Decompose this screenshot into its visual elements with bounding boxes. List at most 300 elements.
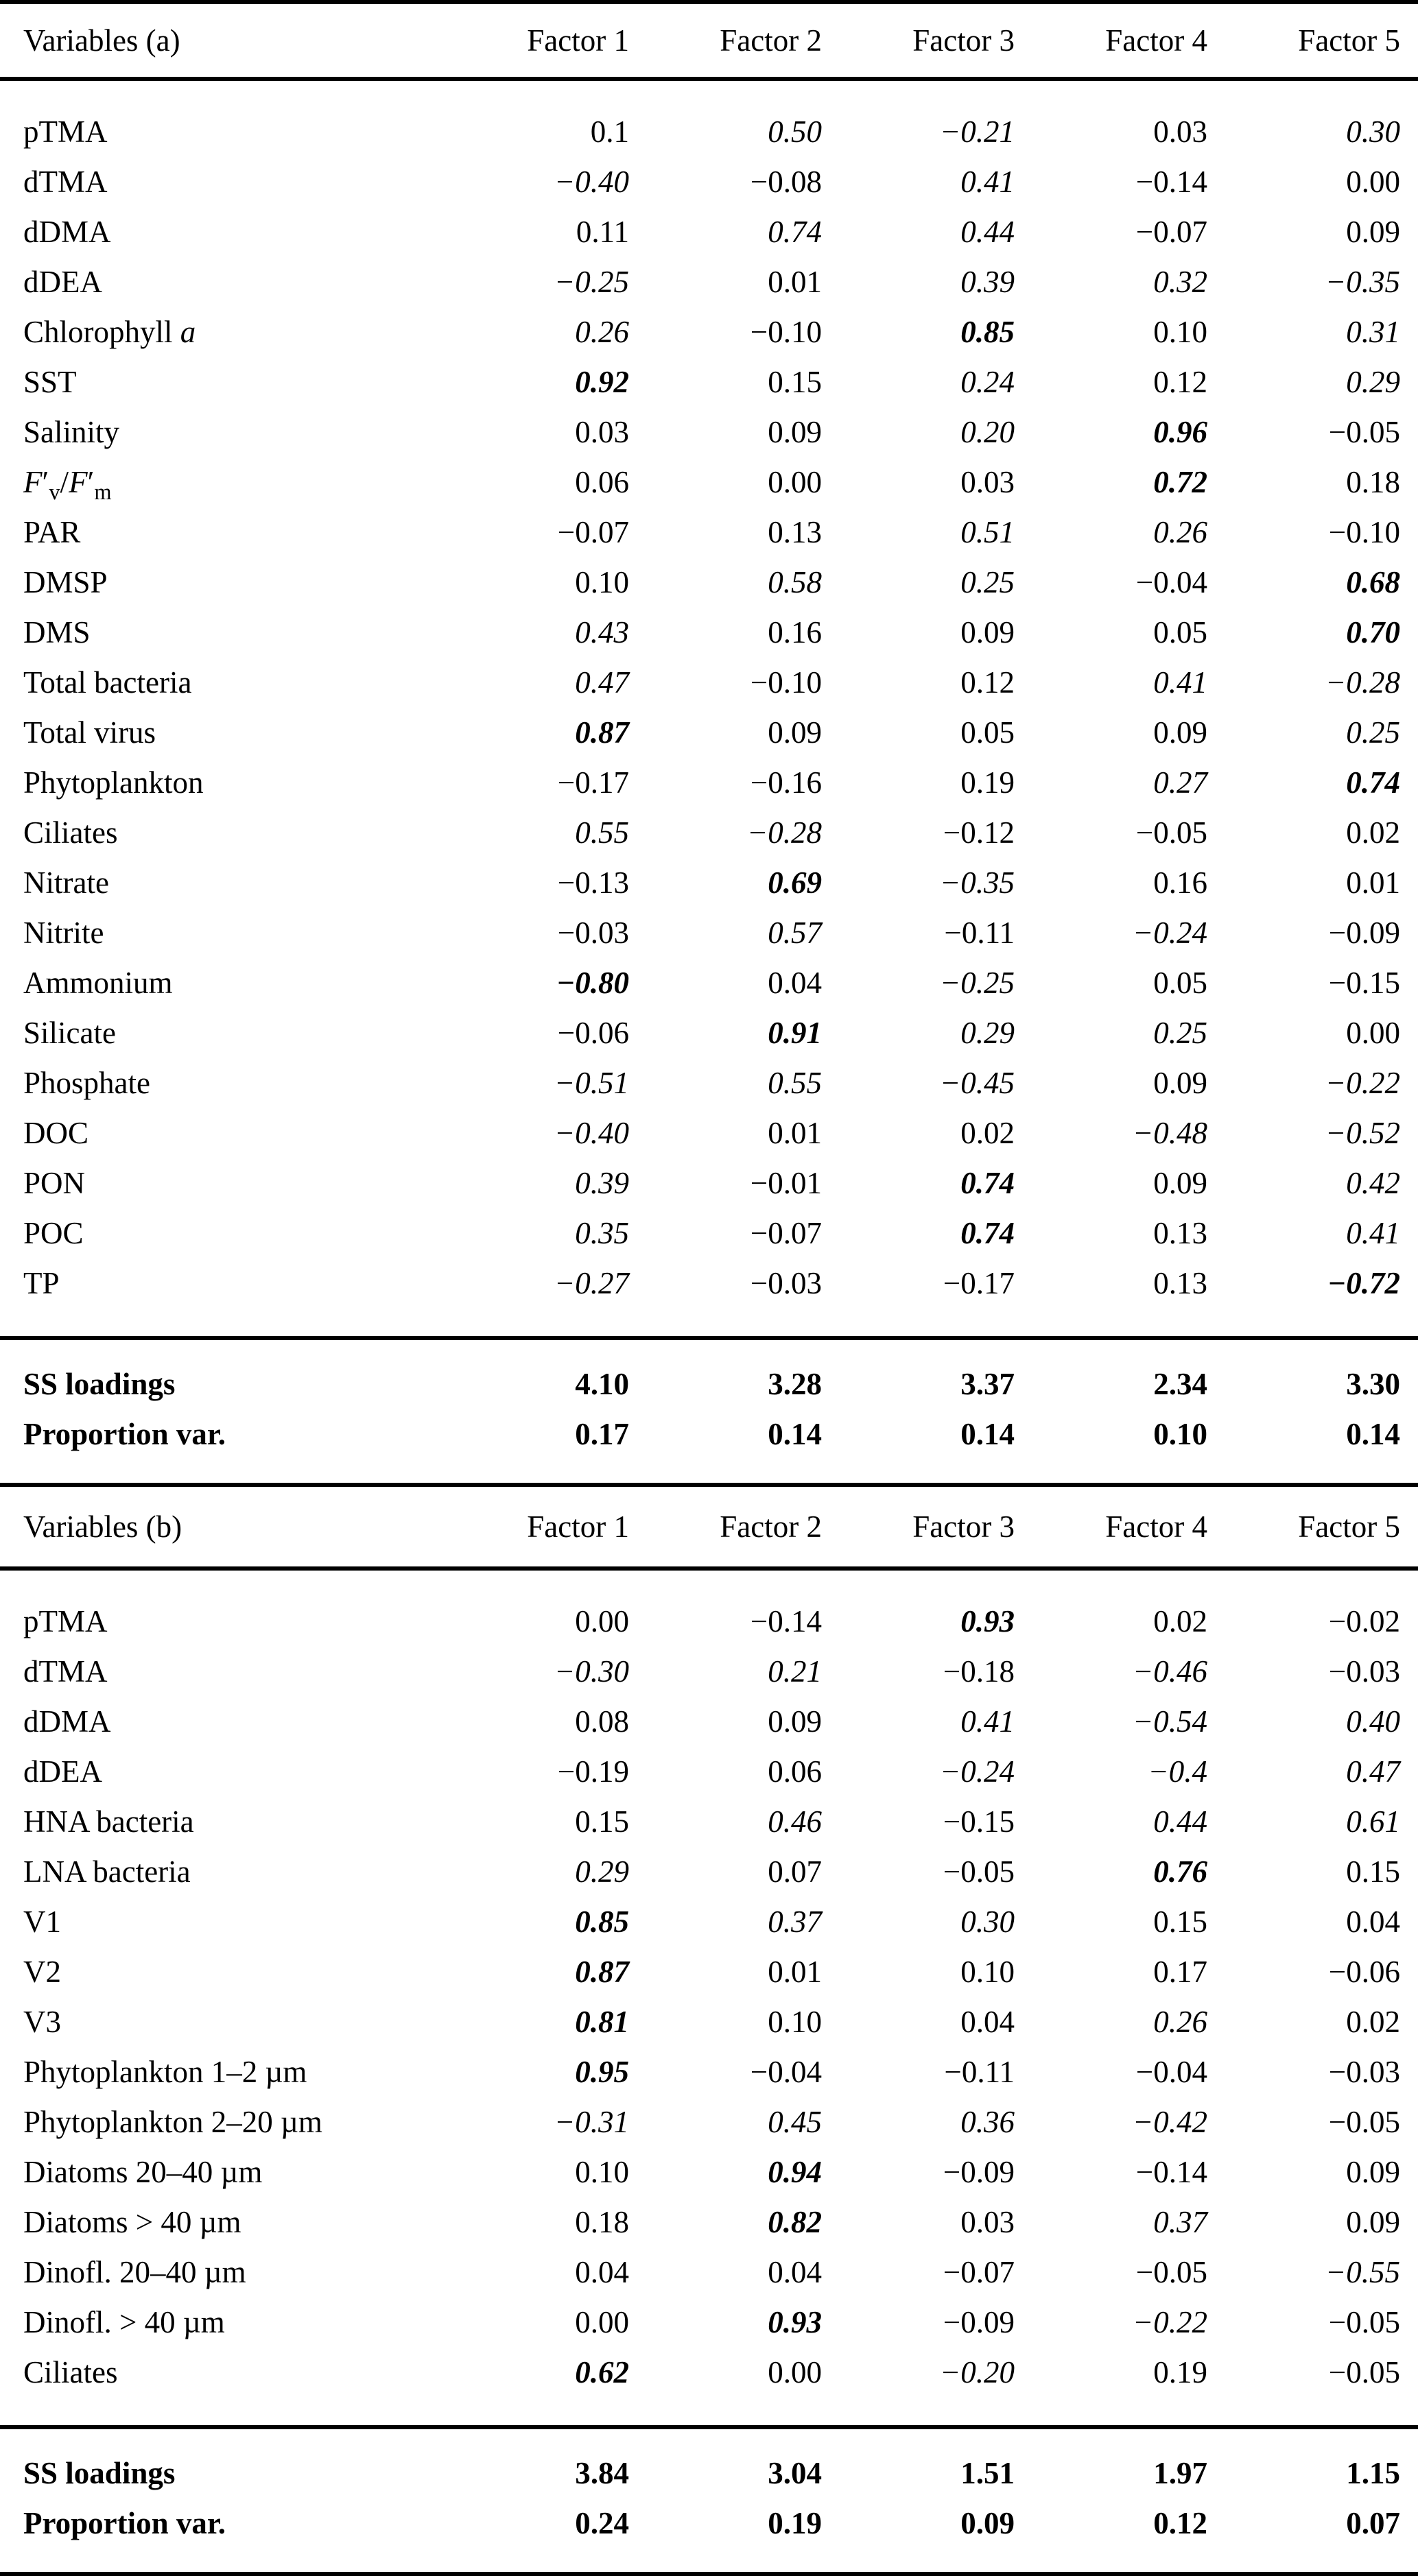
loading-value: −0.22 [1132,2304,1207,2339]
table-row [0,457,1418,507]
loading-value: −0.55 [1325,2254,1400,2289]
table-row [0,907,1418,957]
loading-value: −0.28 [1325,665,1400,700]
table-row [0,79,1418,156]
summary-value: 3.04 [768,2455,822,2490]
loading-value: −0.12 [943,815,1015,850]
loading-value: 0.74 [1346,765,1400,800]
loading-value: 0.93 [960,1603,1015,1638]
loading-value: −0.03 [557,915,629,950]
loading-value: −0.09 [1328,915,1400,950]
variable-label: TP [23,1265,60,1300]
variable-label: DMSP [23,564,108,599]
loading-value: 0.70 [1346,615,1400,649]
loading-value: 0.85 [575,1904,629,1939]
summary-value: 4.10 [575,1366,629,1401]
loading-value: −0.46 [1132,1654,1207,1689]
loading-value: 0.25 [1153,1015,1207,1050]
variable-label: $F'_v/F'_m$ [23,464,112,505]
loading-value: 0.57 [768,915,822,950]
loading-value: 0.31 [1346,314,1400,349]
loading-value: −0.18 [943,1654,1015,1689]
loading-value: 0.19 [960,765,1015,800]
summary-value: 0.09 [960,2505,1015,2540]
loading-value: −0.05 [1135,815,1207,850]
table-row [0,1996,1418,2047]
variable-label: Total virus [23,715,156,750]
table-row [0,1158,1418,1208]
table-row [0,1646,1418,1696]
loading-value: −0.03 [750,1265,822,1300]
loading-value: −0.25 [554,264,629,299]
loading-value: 0.00 [1346,1015,1400,1050]
loading-value: −0.04 [1135,564,1207,599]
loading-value: 0.92 [575,364,629,399]
variable-label: DOC [23,1115,89,1150]
summary-label: SS loadings [23,1366,176,1401]
loading-value: −0.05 [1135,2254,1207,2289]
loading-value: 0.00 [768,2354,822,2389]
variable-label: Ammonium [23,965,173,1000]
variable-label: HNA bacteria [23,1804,194,1839]
table-row [0,957,1418,1007]
loading-value: −0.45 [939,1065,1015,1100]
loading-value: 0.45 [768,2104,822,2139]
loading-value: 0.15 [1346,1854,1400,1889]
loading-value: 0.00 [768,464,822,499]
table-row [0,407,1418,457]
loading-value: 0.12 [960,665,1015,700]
loading-value: 0.32 [1153,264,1207,299]
loading-value: 0.06 [575,464,629,499]
loading-value: −0.10 [750,665,822,700]
summary-label: Proportion var. [23,1416,226,1451]
factor-column-header: Factor 3 [912,23,1015,58]
loading-value: −0.31 [554,2104,629,2139]
variable-label: pTMA [23,1603,108,1638]
loading-value: 0.62 [575,2354,629,2389]
loading-value: −0.09 [943,2154,1015,2189]
loading-value: 0.27 [1153,765,1207,800]
variable-label: Phosphate [23,1065,150,1100]
loading-value: 0.47 [1346,1754,1400,1789]
table-row [0,757,1418,807]
loading-value: 0.09 [1346,2154,1400,2189]
summary-value: 3.84 [575,2455,629,2490]
variable-label: pTMA [23,114,108,149]
variable-label: Phytoplankton [23,765,204,800]
summary-row [0,2427,1418,2498]
factor-column-header: Factor 3 [912,1510,1015,1544]
loading-value: 0.09 [768,715,822,750]
loading-value: 0.58 [768,564,822,599]
loading-value: 0.30 [960,1904,1015,1939]
loading-value: 0.09 [1153,715,1207,750]
loading-value: 0.51 [960,514,1015,549]
summary-rows [0,2427,1418,2574]
loading-value: 0.02 [960,1115,1015,1150]
summary-value: 3.28 [768,1366,822,1401]
summary-row [0,1409,1418,1485]
table-row [0,507,1418,557]
variable-label: Chlorophyll a [23,314,196,349]
loading-value: 0.21 [768,1654,822,1689]
loading-value: 0.09 [768,1704,822,1739]
variable-label: Total bacteria [23,665,192,700]
summary-label: Proportion var. [23,2505,226,2540]
variable-label: Nitrate [23,865,109,900]
header-row [0,2,1418,79]
summary-value: 0.14 [1346,1416,1400,1451]
variable-label: dDEA [23,1754,102,1789]
loading-value: 0.03 [960,2204,1015,2239]
loading-value: 0.50 [768,114,822,149]
variable-label: V3 [23,2004,61,2039]
loading-value: 0.16 [1153,865,1207,900]
loading-value: 0.55 [575,815,629,850]
summary-value: 0.07 [1346,2505,1400,2540]
factor-column-header: Factor 2 [720,23,822,58]
variable-rows [0,1569,1418,2427]
loading-value: 0.02 [1153,1603,1207,1638]
factor-column-header: Factor 5 [1298,23,1400,58]
loading-value: 0.55 [768,1065,822,1100]
loading-value: 0.13 [1153,1265,1207,1300]
factor-column-header: Factor 1 [527,1510,629,1544]
variable-label: Ciliates [23,815,118,850]
loading-value: 0.20 [960,414,1015,449]
loading-value: −0.4 [1148,1754,1207,1789]
loading-value: −0.05 [1328,2354,1400,2389]
loading-value: 0.30 [1346,114,1400,149]
loading-value: −0.40 [554,164,629,199]
table-row [0,807,1418,857]
variable-label: Salinity [23,414,120,449]
loading-value: 0.02 [1346,815,1400,850]
loading-value: −0.21 [939,114,1015,149]
header-row [0,1487,1418,1569]
loading-value: −0.05 [1328,414,1400,449]
loading-value: 0.13 [768,514,822,549]
loading-value: 0.10 [960,1954,1015,1989]
loading-value: −0.25 [939,965,1015,1000]
variable-label: LNA bacteria [23,1854,191,1889]
loading-value: 0.85 [960,314,1015,349]
table-row [0,357,1418,407]
summary-value: 0.17 [575,1416,629,1451]
loading-value: 0.41 [1153,665,1207,700]
loading-value: 0.39 [960,264,1015,299]
loading-value: 0.09 [1153,1165,1207,1200]
table-row [0,1896,1418,1946]
variable-label: Nitrite [23,915,104,950]
table-row [0,2047,1418,2097]
table-row [0,206,1418,257]
loading-value: −0.14 [1135,2154,1207,2189]
loading-value: 0.07 [768,1854,822,1889]
loading-value: 0.93 [768,2304,822,2339]
table-row [0,1846,1418,1896]
factor-column-header: Factor 1 [527,23,629,58]
loading-value: 0.00 [575,2304,629,2339]
variable-label: PON [23,1165,86,1200]
loading-value: 0.47 [575,665,629,700]
loading-value: −0.11 [944,915,1015,950]
loading-value: 0.82 [768,2204,822,2239]
variable-label: Diatoms > 40 µm [23,2204,241,2239]
loading-value: 0.03 [575,414,629,449]
loading-value: −0.03 [1328,2054,1400,2089]
table-title: Variables (a) [23,23,180,58]
loading-value: 0.29 [960,1015,1015,1050]
summary-row [0,1338,1418,1409]
loading-value: 0.37 [768,1904,822,1939]
loading-value: 0.09 [960,615,1015,649]
loading-value: −0.52 [1325,1115,1400,1150]
loading-value: 0.29 [1346,364,1400,399]
loading-value: 0.95 [575,2054,629,2089]
loading-value: 0.05 [1153,965,1207,1000]
loading-value: 0.03 [960,464,1015,499]
loading-value: −0.04 [1135,2054,1207,2089]
loading-value: 0.61 [1346,1804,1400,1839]
loading-value: −0.28 [746,815,822,850]
loading-value: −0.05 [943,1854,1015,1889]
loading-value: 0.17 [1153,1954,1207,1989]
summary-value: 0.24 [575,2505,629,2540]
loading-value: 0.87 [575,1954,629,1989]
loading-value: 0.26 [575,314,629,349]
loading-value: 0.19 [1153,2354,1207,2389]
loading-value: 0.35 [575,1215,629,1250]
loading-value: −0.22 [1325,1065,1400,1100]
summary-value: 1.15 [1346,2455,1400,2490]
table-row [0,257,1418,307]
loading-value: −0.17 [557,765,629,800]
loading-value: −0.16 [750,765,822,800]
loading-value: 0.29 [575,1854,629,1889]
loading-value: −0.01 [750,1165,822,1200]
table-row [0,2197,1418,2247]
variable-label: Dinofl. > 40 µm [23,2304,225,2339]
loading-value: −0.07 [1135,214,1207,249]
table-row [0,1696,1418,1746]
loading-value: 0.13 [1153,1215,1207,1250]
loading-value: −0.05 [1328,2304,1400,2339]
variable-label: PAR [23,514,81,549]
loading-value: 0.04 [575,2254,629,2289]
table-row [0,857,1418,907]
table-row [0,156,1418,206]
table-row [0,1058,1418,1108]
loading-value: −0.20 [939,2354,1015,2389]
loading-value: 0.41 [1346,1215,1400,1250]
loading-value: 0.03 [1153,114,1207,149]
loading-value: 0.69 [768,865,822,900]
loading-value: 0.46 [768,1804,822,1839]
loading-value: 0.12 [1153,364,1207,399]
variable-label: Dinofl. 20–40 µm [23,2254,246,2289]
variable-label: dTMA [23,164,108,199]
loading-value: 0.41 [960,164,1015,199]
table-row [0,1746,1418,1796]
loading-value: 0.00 [575,1603,629,1638]
table-row [0,2097,1418,2147]
table-row [0,2297,1418,2347]
table-row [0,1569,1418,1646]
loading-value: 0.44 [960,214,1015,249]
loading-value: 0.04 [1346,1904,1400,1939]
variable-label: Phytoplankton 1–2 µm [23,2054,307,2089]
loading-value: 0.68 [1346,564,1400,599]
loading-value: −0.27 [554,1265,629,1300]
loading-value: 0.15 [768,364,822,399]
variable-label: dDMA [23,214,111,249]
summary-value: 3.30 [1346,1366,1400,1401]
loading-value: 0.05 [1153,615,1207,649]
factor-column-header: Factor 4 [1105,23,1207,58]
loading-value: −0.07 [750,1215,822,1250]
summary-value: 0.10 [1153,1416,1207,1451]
table-title: Variables (b) [23,1510,182,1544]
loading-value: 0.01 [768,1954,822,1989]
table-row [0,1796,1418,1846]
loading-value: 0.02 [1346,2004,1400,2039]
summary-value: 3.37 [960,1366,1015,1401]
table-row [0,1258,1418,1338]
summary-value: 0.19 [768,2505,822,2540]
table-row [0,657,1418,707]
loading-value: −0.02 [1328,1603,1400,1638]
summary-row [0,2498,1418,2574]
loading-value: 0.91 [768,1015,822,1050]
summary-value: 2.34 [1153,1366,1207,1401]
loading-value: 0.15 [575,1804,629,1839]
variable-label: V2 [23,1954,61,1989]
loading-value: 0.43 [575,615,629,649]
loading-value: −0.10 [750,314,822,349]
loading-value: 0.96 [1153,414,1207,449]
loading-value: 0.87 [575,715,629,750]
loading-value: 0.40 [1346,1704,1400,1739]
loading-value: 0.00 [1346,164,1400,199]
loading-value: 0.24 [960,364,1015,399]
loading-value: −0.80 [556,965,629,1000]
loading-value: 0.42 [1346,1165,1400,1200]
summary-rows [0,1338,1418,1485]
loading-value: −0.09 [943,2304,1015,2339]
loading-value: 0.09 [1346,214,1400,249]
summary-value: 1.51 [960,2455,1015,2490]
summary-label: SS loadings [23,2455,176,2490]
loading-value: 0.04 [960,2004,1015,2039]
loading-value: 0.74 [768,214,822,249]
summary-value: 1.97 [1153,2455,1207,2490]
loading-value: 0.01 [1346,865,1400,900]
loading-value: 0.37 [1153,2204,1207,2239]
loading-value: −0.51 [554,1065,629,1100]
loading-value: −0.48 [1132,1115,1207,1150]
loading-value: 0.10 [768,2004,822,2039]
loading-value: −0.04 [750,2054,822,2089]
variable-label: Silicate [23,1015,116,1050]
summary-value: 0.14 [960,1416,1015,1451]
table-row [0,1208,1418,1258]
loading-value: 0.41 [960,1704,1015,1739]
loading-value: 0.44 [1153,1804,1207,1839]
loading-value: −0.13 [557,865,629,900]
factor-column-header: Factor 5 [1298,1510,1400,1544]
loading-value: 0.06 [768,1754,822,1789]
loading-value: 0.74 [960,1165,1015,1200]
loading-value: 0.09 [1153,1065,1207,1100]
table-row [0,707,1418,757]
loading-value: −0.07 [943,2254,1015,2289]
loading-value: 0.74 [960,1215,1015,1250]
summary-value: 0.14 [768,1416,822,1451]
loading-value: 0.39 [575,1165,629,1200]
loading-value: 0.04 [768,965,822,1000]
loading-value: −0.35 [1325,264,1400,299]
table-row [0,607,1418,657]
variable-label: Phytoplankton 2–20 µm [23,2104,322,2139]
loading-value: −0.11 [944,2054,1015,2089]
loading-value: −0.24 [1132,915,1207,950]
loading-value: 0.15 [1153,1904,1207,1939]
loading-value: 0.08 [575,1704,629,1739]
variable-label: DMS [23,615,91,649]
loading-value: 0.26 [1153,514,1207,549]
loading-value: 0.26 [1153,2004,1207,2039]
table-row [0,2147,1418,2197]
loading-value: −0.03 [1328,1654,1400,1689]
table-row [0,2247,1418,2297]
variable-label: V1 [23,1904,61,1939]
loading-value: 0.09 [768,414,822,449]
loading-value: −0.30 [554,1654,629,1689]
table-row [0,1946,1418,1996]
loading-value: −0.07 [557,514,629,549]
loading-value: 0.09 [1346,2204,1400,2239]
loading-value: 0.18 [1346,464,1400,499]
loading-value: 0.25 [1346,715,1400,750]
table-row [0,1007,1418,1058]
loading-value: 0.10 [575,564,629,599]
loading-value: −0.15 [943,1804,1015,1839]
loading-value: 0.76 [1153,1854,1207,1889]
loading-value: 0.1 [590,114,629,149]
loading-value: 0.18 [575,2204,629,2239]
variable-label: dTMA [23,1654,108,1689]
loading-value: 0.25 [960,564,1015,599]
loading-value: −0.40 [554,1115,629,1150]
loading-value: −0.05 [1328,2104,1400,2139]
loading-value: −0.54 [1132,1704,1207,1739]
loading-value: −0.06 [1328,1954,1400,1989]
loading-value: 0.10 [575,2154,629,2189]
variable-label: Diatoms 20–40 µm [23,2154,263,2189]
loading-value: 0.81 [575,2004,629,2039]
table-row [0,1108,1418,1158]
variable-label: SST [23,364,77,399]
loading-value: −0.17 [943,1265,1015,1300]
loading-value: 0.04 [768,2254,822,2289]
table-row [0,307,1418,357]
loading-value: −0.24 [939,1754,1015,1789]
loading-value: −0.15 [1328,965,1400,1000]
loading-value: 0.11 [576,214,629,249]
factor-column-header: Factor 4 [1105,1510,1207,1544]
